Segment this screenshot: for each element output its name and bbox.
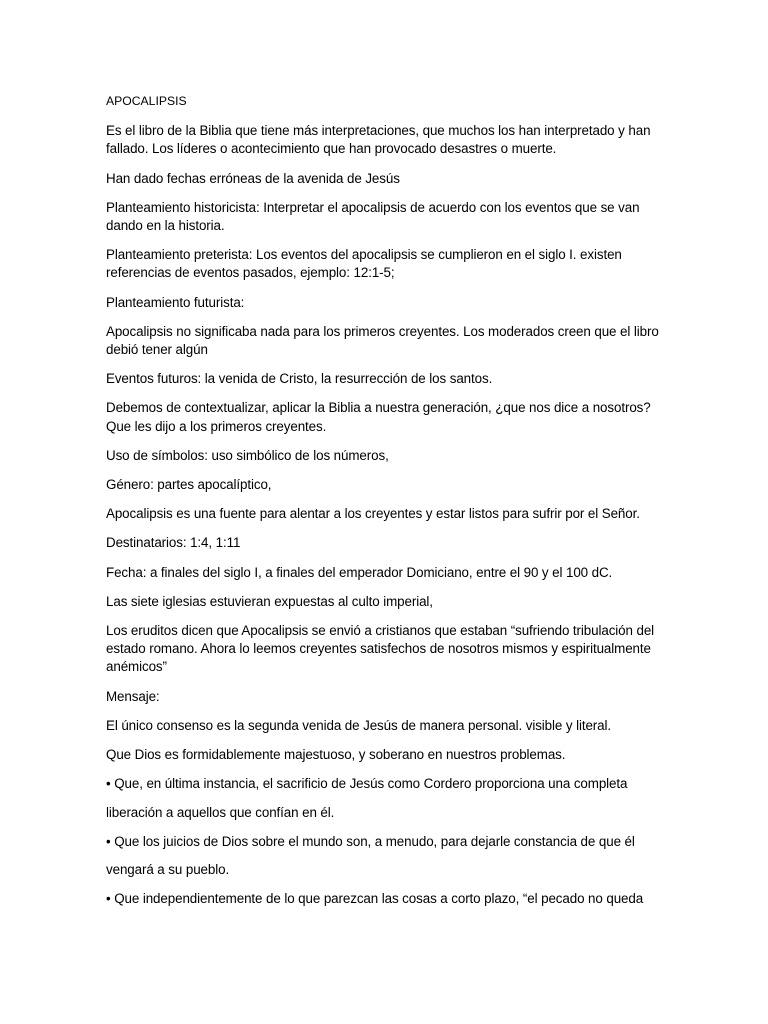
bullet-item-line: • Que, en última instancia, el sacrificio de Jesús como Cordero proporciona una completa [106,776,628,792]
paragraph-future-events: Eventos futuros: la venida de Cristo, la resurrección de los santos. [106,371,493,387]
paragraph-intro: Es el libro de la Biblia que tiene más interpretaciones, que muchos los han interpretado y han fallado. Los líderes o acontecimiento que han provocado desastres o muerte. [106,123,651,157]
paragraph-contextualize: Debemos de contextualizar, aplicar la Biblia a nuestra generación, ¿que nos dice a nosotros? Que les dijo a los primeros creyentes. [106,400,651,434]
paragraph-scholars: Los eruditos dicen que Apocalipsis se envió a cristianos que estaban “sufriendo tribulación del estado romano. Ahora lo leemos creyentes satisfechos de nosotros mismos y espiritualmente anémicos” [106,623,655,675]
paragraph-first-believers: Apocalipsis no significaba nada para los primeros creyentes. Los moderados creen que el libro debió tener algún [106,323,659,358]
paragraph-recipients: Destinatarios: 1:4, 1:11 [106,535,241,551]
bullet-item-continuation: liberación a aquellos que confían en él. [106,804,335,820]
paragraph-consensus: El único consenso es la segunda venida de Jesús de manera personal. visible y literal. [106,717,612,733]
paragraph-historicist: Planteamiento historicista: Interpretar el apocalipsis de acuerdo con los eventos que se van dando en la historia. [106,199,640,234]
document-title: APOCALIPSIS [106,94,187,108]
paragraph-futurist: Planteamiento futurista: [106,294,245,310]
bullet-item-line: • Que independientemente de lo que parezcan las cosas a corto plazo, “el pecado no queda [106,891,644,907]
document-body [106,92,666,919]
paragraph-genre: Género: partes apocalíptico, [106,477,272,493]
paragraph-encourage: Apocalipsis es una fuente para alentar a los creyentes y estar listos para sufrir por el Señor. [106,506,640,522]
paragraph-majestic: Que Dios es formidablemente majestuoso, y soberano en nuestros problemas. [106,747,566,763]
paragraph-preterist: Planteamiento preterista: Los eventos del apocalipsis se cumplieron en el siglo I. existen referencias de eventos pasados, ejemplo: 12:1-5; [106,247,622,281]
paragraph-symbols: Uso de símbolos: uso simbólico de los números, [106,447,389,463]
paragraph-date: Fecha: a finales del siglo I, a finales del emperador Domiciano, entre el 90 y el 100 dC. [106,564,613,580]
paragraph-message-heading: Mensaje: [106,688,160,704]
bullet-item-line: • Que los juicios de Dios sobre el mundo son, a menudo, para dejarle constancia de que él [106,833,635,849]
bullet-item-continuation: vengará a su pueblo. [106,862,230,878]
paragraph-wrong-dates: Han dado fechas erróneas de la avenida de Jesús [106,170,400,186]
paragraph-seven-churches: Las siete iglesias estuvieran expuestas al culto imperial, [106,593,433,609]
